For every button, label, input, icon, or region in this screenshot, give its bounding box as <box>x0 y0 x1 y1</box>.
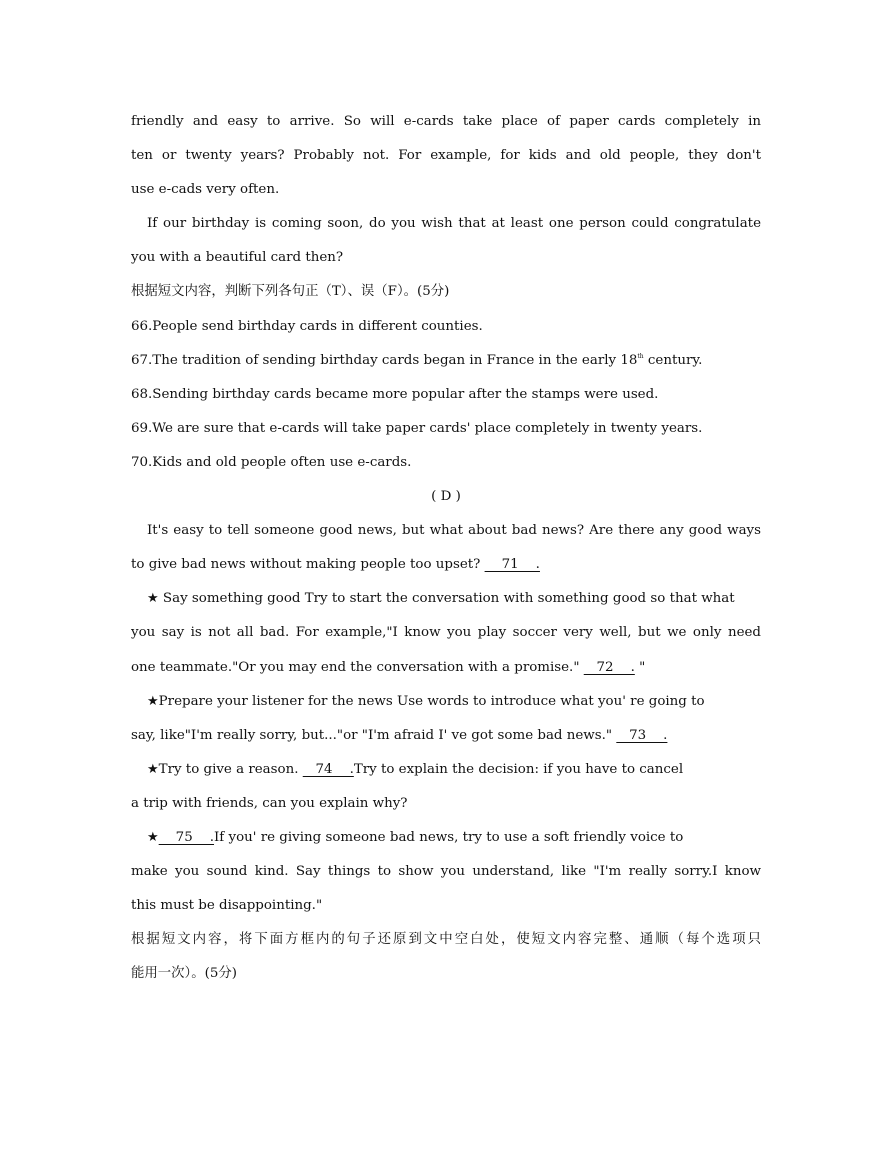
tip-2-text-end: say, like"I'm really sorry, but..."or "I'm afraid I' ve got some bad news." <box>131 727 617 743</box>
intro-text: to give bad news without making people too upset? <box>131 557 485 573</box>
paragraph-line: use e-cads very often. <box>131 182 280 198</box>
paragraph-line: you with a beautiful card then? <box>131 250 344 266</box>
paragraph-line <box>131 548 761 582</box>
paragraph-line: make you sound kind. Say things to show you understand, like "I'm really sorry.I know <box>131 864 761 880</box>
blank-71: 71 . <box>484 557 540 573</box>
star-icon: ★ <box>147 693 159 709</box>
paragraph-line <box>131 719 761 753</box>
star-icon: ★ <box>147 761 159 777</box>
question-67 <box>131 344 761 378</box>
paragraph-line <box>131 651 761 685</box>
tip-4-text: If you' re giving someone bad news, try to use a soft friendly voice to <box>214 829 684 845</box>
question-67-end: century. <box>643 352 703 368</box>
fill-instruction-end: 能用一次）。(5分) <box>131 966 238 982</box>
question-70: 70.Kids and old people often use e-cards. <box>131 454 412 470</box>
question-69: 69.We are sure that e-cards will take paper cards' place completely in twenty years. <box>131 420 703 436</box>
question-68: 68.Sending birthday cards became more popular after the stamps were used. <box>131 386 659 402</box>
closing-quote: " <box>634 659 646 675</box>
tip-3-text-after: Try to explain the decision: if you have to cancel <box>353 761 684 777</box>
paragraph-line: you say is not all bad. For example,"I know you play soccer very well, but we only need <box>131 625 761 641</box>
star-icon: ★ <box>147 591 159 607</box>
tip-1-heading-line <box>131 582 761 616</box>
paragraph-line: friendly and easy to arrive. So will e-cards take place of paper cards completely in <box>131 114 761 129</box>
paragraph-line: a trip with friends, can you explain why? <box>131 795 408 811</box>
blank-72: 72 . <box>583 659 635 675</box>
fill-instruction: 根据短文内容，将下面方框内的句子还原到文中空白处，使短文内容完整、通顺（每个选项只 <box>131 932 761 948</box>
paragraph-line: It's easy to tell someone good news, but what about bad news? Are there any good ways <box>147 523 761 539</box>
tip-4-heading-line <box>131 821 761 855</box>
tip-2-heading-line <box>131 685 761 719</box>
star-icon: ★ <box>147 829 159 845</box>
tip-1-text: Say something good Try to start the conversation with something good so that what <box>158 591 735 607</box>
paragraph-line: this must be disappointing." <box>131 898 323 914</box>
blank-73: 73 . <box>616 727 668 743</box>
question-66: 66.People send birthday cards in different counties. <box>131 318 483 334</box>
document-page <box>131 105 761 991</box>
blank-74: 74 . <box>302 761 354 777</box>
tip-2-text: Prepare your listener for the news Use words to introduce what you' re going to <box>158 693 705 709</box>
question-67-text: 67.The tradition of sending birthday cards began in France in the early 18 <box>131 352 638 368</box>
paragraph-line: If our birthday is coming soon, do you wish that at least one person could congratulate <box>147 216 761 232</box>
blank-75: 75 . <box>158 829 215 845</box>
paragraph-line: ten or twenty years? Probably not. For example, for kids and old people, they don't <box>131 148 761 164</box>
tip-1-text-end: one teammate."Or you may end the conversation with a promise." <box>131 659 584 675</box>
tip-3-text: Try to give a reason. <box>158 761 303 777</box>
section-heading-d: ( D ) <box>431 489 461 505</box>
ordinal-suffix: th <box>637 352 644 360</box>
tip-3-heading-line <box>131 753 761 787</box>
tf-instruction: 根据短文内容，判断下列各句正（T）、误（F）。(5分) <box>131 284 450 300</box>
